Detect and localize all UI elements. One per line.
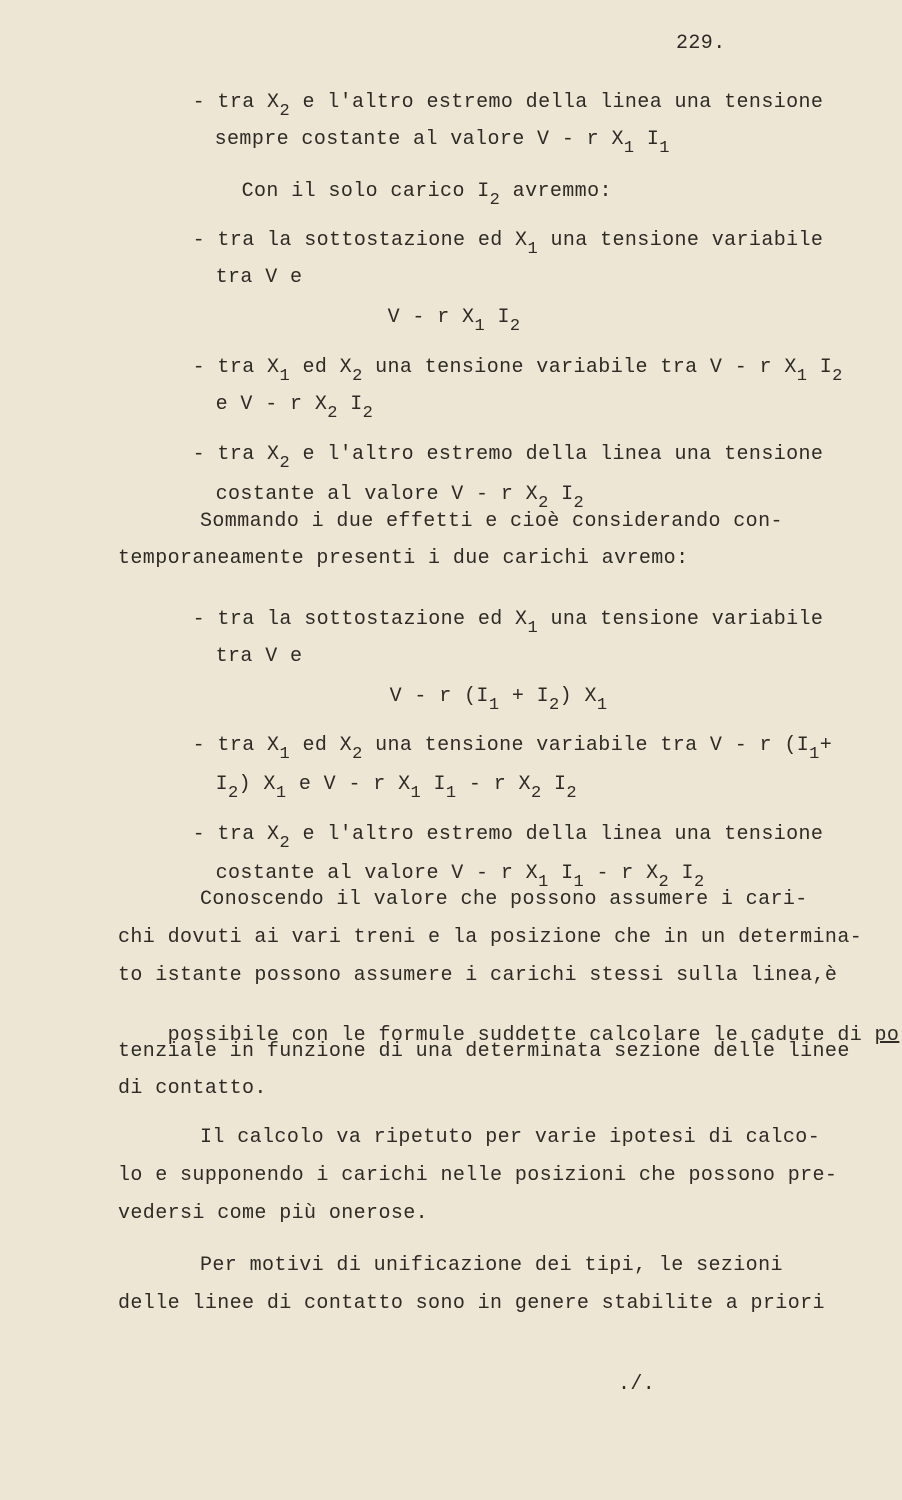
formula-line: V - r $(I_1 + I_2)$ $X_1$ [389, 685, 608, 715]
text-line: $I_2$) $X_1$ e V - r $X_1$ $I_1$ - r $X_2$ $I_2$ [215, 773, 577, 803]
text-line: - tra la sottostazione ed $X_1$ una tensione variabile [192, 229, 824, 259]
page-number: 229. [676, 32, 726, 55]
text-line: costante al valore V - r $X_2$ $I_2$ [215, 483, 585, 513]
continuation-mark: ./. [618, 1373, 656, 1396]
text-line: sempre costante al valore V - r $X_1$ $I_1$ [214, 128, 670, 158]
text-line: possibile con le formule suddette calcolare le cadute di po [167, 1024, 900, 1047]
text-line: tra V e [215, 645, 303, 668]
text-line: Il calcolo va ripetuto per varie ipotesi di calco- [200, 1126, 821, 1149]
text-line: lo e supponendo i carichi nelle posizioni che possono pre- [118, 1164, 838, 1187]
text-line: temporaneamente presenti i due carichi avremo: [118, 547, 689, 570]
text-line: - tra $X_1$ ed $X_2$ una tensione variabile tra V - r $X_1$ $I_2$ [192, 356, 843, 386]
text-line: delle linee di contatto sono in genere stabilite a priori [118, 1292, 825, 1315]
text-line: - tra $X_1$ ed $X_2$ una tensione variabile tra V - r ($I_1+$ [192, 734, 833, 764]
text-line: - tra la sottostazione ed $X_1$ una tensione variabile [192, 608, 824, 638]
text-line: tenziale in funzione di una determinata sezione delle linee [118, 1040, 850, 1063]
text-line: to istante possono assumere i carichi stessi sulla linea,è [118, 964, 838, 987]
text-line: - tra $X_2$ e l'altro estremo della linea una tensione [192, 91, 824, 121]
text-line: chi dovuti ai vari treni e la posizione che in un determina- [118, 926, 863, 949]
text-line: Sommando i due effetti e cioè considerando con- [200, 510, 783, 533]
text-line: vedersi come più onerose. [118, 1202, 429, 1225]
text-line: di contatto. [118, 1077, 267, 1100]
text-line: - tra $X_2$ e l'altro estremo della linea una tensione [192, 443, 824, 473]
text-line: Per motivi di unificazione dei tipi, le sezioni [200, 1254, 783, 1277]
text-line: Con il solo carico $I_2$ avremmo: [241, 180, 612, 210]
text-line: costante al valore V - r $X_1$ $I_1$ - r $X_2$ $I_2$ [215, 862, 705, 892]
text-line: tra V e [215, 266, 303, 289]
text-line: e V - r $X_2$ $I_2$ [215, 393, 374, 423]
text-line: Conoscendo il valore che possono assumere i cari- [200, 888, 808, 911]
formula-line: V - r $X_1$ $I_2$ [387, 306, 521, 336]
text-line: - tra $X_2$ e l'altro estremo della linea una tensione [192, 823, 824, 853]
